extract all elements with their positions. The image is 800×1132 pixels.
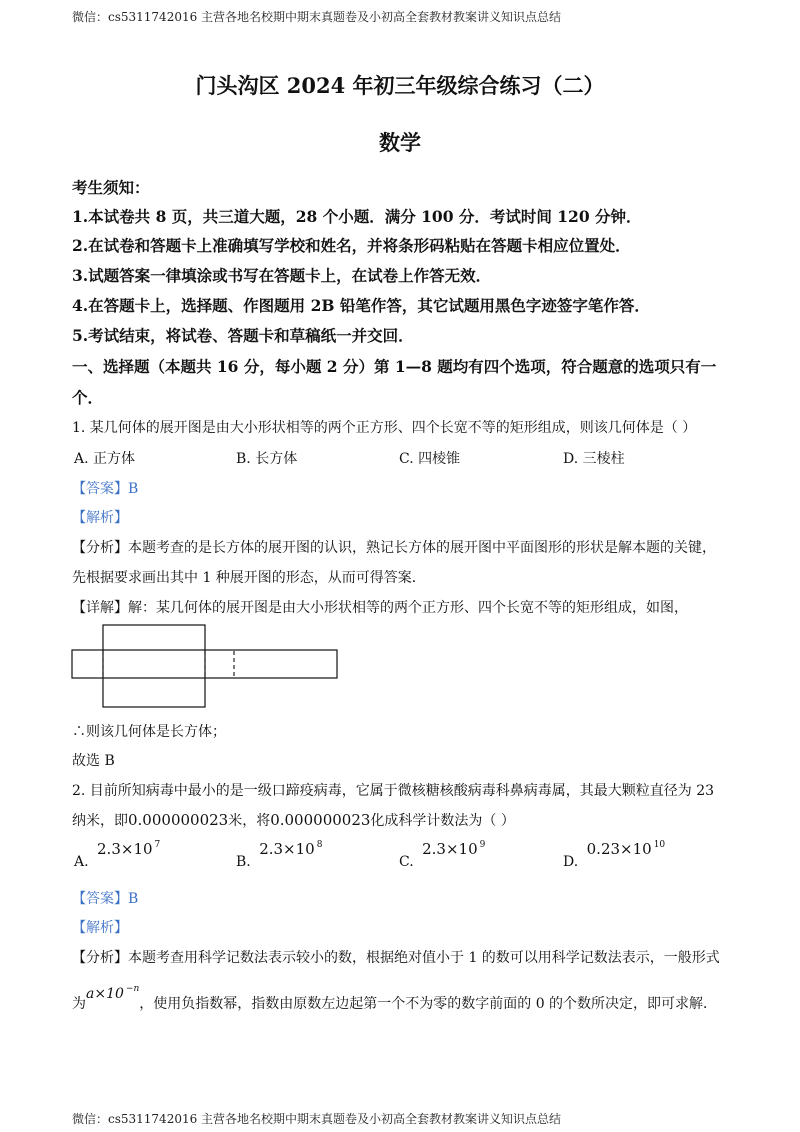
exam-title: 门头沟区 2024 年初三年级综合练习（二） xyxy=(195,73,605,98)
number-value: 0.000000023 xyxy=(270,811,371,829)
q1-option-a: A. 正方体 xyxy=(74,451,136,467)
net-outline-top-bottom xyxy=(103,625,205,707)
q1-analysis-line: 【分析】本题考查的是长方体的展开图的认识，熟记长方体的展开图中平面图形的形状是解本题的关键， xyxy=(72,540,716,556)
q2-option-a: A. 2.3×10 $^7$ xyxy=(74,840,161,870)
q2-analysis-tag: 【解析】 xyxy=(72,920,128,936)
q1-option-c: C. 四棱锥 xyxy=(399,451,461,467)
q2-answer: 【答案】B xyxy=(72,891,139,907)
notice-heading: 考生须知： xyxy=(72,178,150,197)
q1-analysis-tag: 【解析】 xyxy=(72,510,128,526)
notice-item: 3.试题答案一律填涂或书写在答题卡上，在试卷上作答无效． xyxy=(72,266,492,285)
q2-analysis-line: 为a×10 $^{-n}$，使用负指数幂，指数由原数左边起第一个不为零的数字前面的 0 的个数所决定，即可求解． xyxy=(72,984,718,1012)
q2-analysis-line: 【分析】本题考查用科学记数法表示较小的数，根据绝对值小于 1 的数可以用科学记数法表示，一般形式 xyxy=(72,950,720,966)
page-footer: 微信：cs5311742016 主营各地名校期中期末真题卷及小初高全套教材教案讲义知识点总结 xyxy=(72,1112,562,1126)
subject-title: 数学 xyxy=(379,130,421,155)
notice-item: 4.在答题卡上，选择题、作图题用 2B 铅笔作答，其它试题用黑色字迹签字笔作答． xyxy=(72,296,650,315)
q1-option-d: D. 三棱柱 xyxy=(563,451,625,467)
q1-analysis-line: 先根据要求画出其中 1 种展开图的形态，从而可得答案． xyxy=(72,570,426,586)
q1-option-b: B. 长方体 xyxy=(236,451,298,467)
question-2-stem: 2. 目前所知病毒中最小的是一级口蹄疫病毒，它属于微核糖核酸病毒科鼻病毒属，其最大颗粒直径为 23 xyxy=(72,783,715,799)
section-heading-cont: 个． xyxy=(72,388,104,407)
q2-option-c: C. 2.3×10 $^9$ xyxy=(399,840,486,870)
notice-item: 2.在试卷和答题卡上准确填写学校和姓名，并将条形码粘贴在答题卡相应位置处． xyxy=(72,236,631,255)
page-header: 微信：cs5311742016 主营各地名校期中期末真题卷及小初高全套教材教案讲义知识点总结 xyxy=(72,10,562,24)
question-2-stem-line2: 纳米，即0.000000023米，将0.000000023化成科学计数法为（ ） xyxy=(72,811,515,829)
notice-item: 1.本试卷共 8 页，共三道大题，28 个小题．满分 100 分．考试时间 120 分钟． xyxy=(72,207,642,226)
notice-item: 5.考试结束，将试卷、答题卡和草稿纸一并交回． xyxy=(72,326,414,345)
section-heading: 一、选择题（本题共 16 分，每小题 2 分）第 1—8 题均有四个选项，符合题意的选项只有一 xyxy=(72,357,717,376)
question-1-stem: 1. 某几何体的展开图是由大小形状相等的两个正方形、四个长宽不等的矩形组成，则该几何体是（ ） xyxy=(72,420,697,436)
q1-detail: 【详解】解：某几何体的展开图是由大小形状相等的两个正方形、四个长宽不等的矩形组成，如图， xyxy=(72,600,688,616)
q2-option-b: B. 2.3×10 $^8$ xyxy=(236,840,323,870)
q1-conclusion: ∴则该几何体是长方体； xyxy=(72,724,226,740)
q2-option-d: D. 0.23×10 $^{10}$ xyxy=(563,840,666,870)
formula: a×10 xyxy=(86,986,124,1002)
q1-choice: 故选 B xyxy=(72,753,115,769)
q1-answer: 【答案】B xyxy=(72,481,139,497)
number-value: 0.000000023 xyxy=(128,811,229,829)
cuboid-net-figure xyxy=(68,620,343,712)
